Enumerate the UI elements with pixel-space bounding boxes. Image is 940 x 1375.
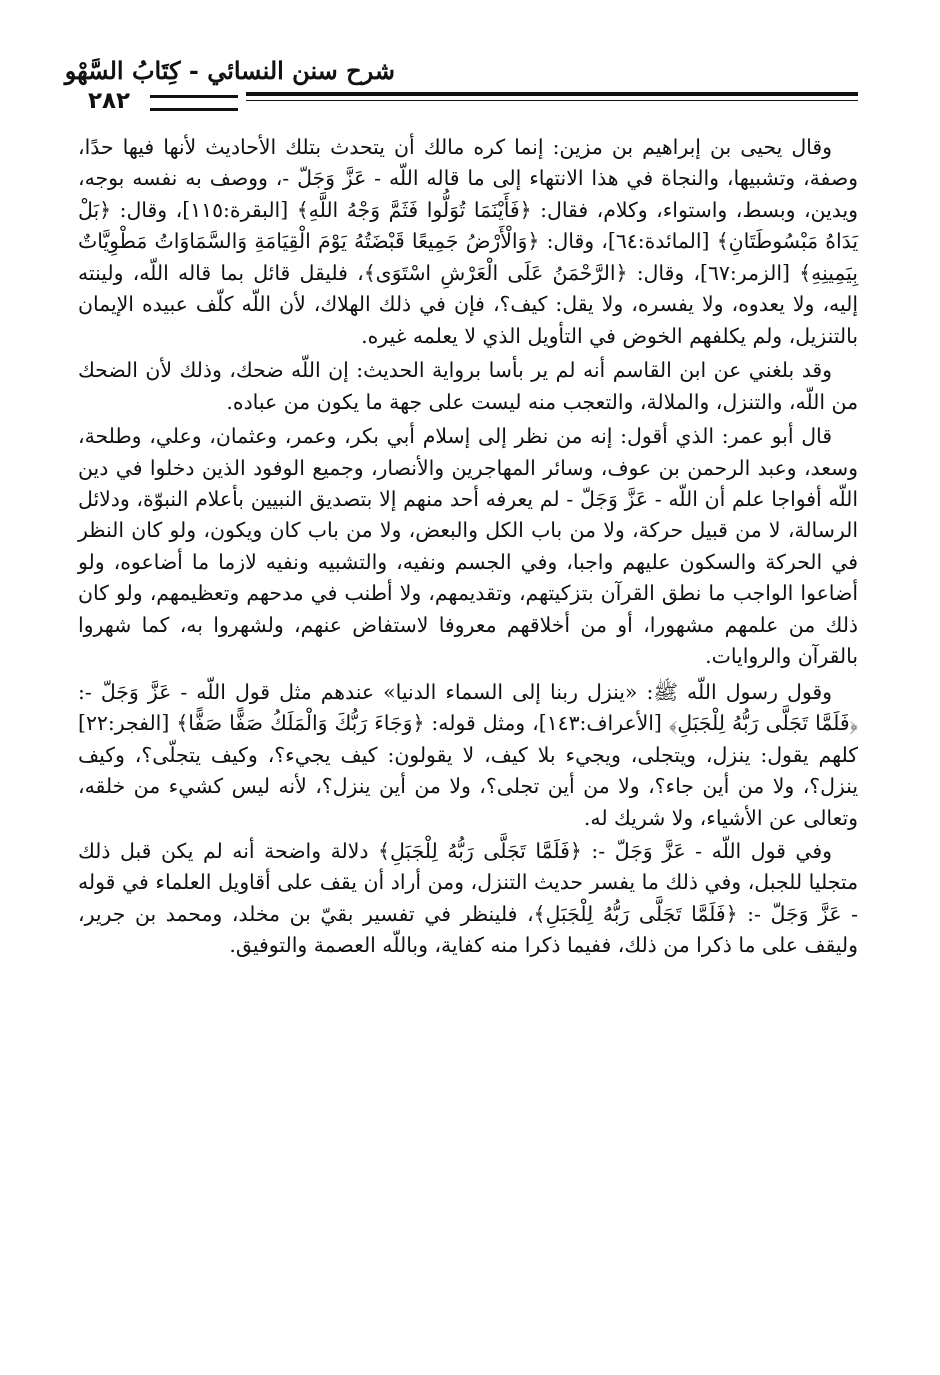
paragraph-yahya-statement: وقال يحيى بن إبراهيم بن مزين: إنما كره مالك أن يتحدث بتلك الأحاديث لأنها فيها حدًا، وصفة، وتشبيها، والنجاة في هذا الانتهاء إلى ما قاله اللّه - عَزَّ وَجَلّ -، ووصف به نفسه بوجه، ويدين، وبسط، واستواء، وكلام، فقال: ﴿فَأَيْنَمَا تُوَلُّوا فَثَمَّ وَجْهُ اللَّهِ﴾ [البقرة:١١٥]، وقال: ﴿بَلْ يَدَاهُ مَبْسُوطَتَانِ﴾ [المائدة:٦٤]، وقال: ﴿وَالْأَرْضُ جَمِيعًا قَبْضَتُهُ يَوْمَ الْقِيَامَةِ وَالسَّمَاوَاتُ مَطْوِيَّاتٌ بِيَمِينِهِ﴾ [الزمر:٦٧]، وقال: ﴿الرَّحْمَنُ عَلَى الْعَرْشِ اسْتَوَى﴾، فليقل قائل بما قاله اللّه، ولينته إليه، ولا يعدوه، ولا يفسره، ولا يقل: كيف؟، فإن في ذلك الهلاك، لأن اللّه كلّف عبيده الإيمان بالتنزيل، ولم يكلفهم الخوض في التأويل الذي لا يعلمه غيره. xyxy=(78,135,858,348)
main-text xyxy=(78,132,858,1329)
page-number: ٢٨٢ xyxy=(87,88,131,114)
paragraph-descent-hadith: وقول رسول اللّه ﷺ: «ينزل ربنا إلى السماء الدنيا» عندهم مثل قول اللّه - عَزَّ وَجَلّ -: ﴿فَلَمَّا تَجَلَّى رَبُّهُ لِلْجَبَلِ﴾ [الأعراف:١٤٣]، ومثل قوله: ﴿وَجَاءَ رَبُّكَ وَالْمَلَكُ صَفًّا صَفًّا﴾ [الفجر:٢٢] كلهم يقول: ينزل، ويتجلى، ويجيء بلا كيف، لا يقولون: كيف يجيء؟، وكيف يتجلّى؟، وكيف ينزل؟، ولا من أين جاء؟، ولا من أين تجلى؟، ولا من أين ينزل؟، لأنه ليس كشيء من خلقه، وتعالى عن الأشياء، ولا شريك له. xyxy=(78,679,859,830)
paragraph-tajalli-verse: وفي قول اللّه - عَزَّ وَجَلّ -: ﴿فَلَمَّا تَجَلَّى رَبُّهُ لِلْجَبَلِ﴾ دلالة واضحة أنه لم يكن قبل ذلك متجليا للجبل، وفي ذلك ما يفسر حديث التنزل، ومن أراد أن يقف على أقاويل العلماء في قوله - عَزَّ وَجَلّ -: ﴿فَلَمَّا تَجَلَّى رَبُّهُ لِلْجَبَلِ﴾، فلينظر في تفسير بقيّ بن مخلد، ومحمد بن جرير، وليقف على ما ذكرا من ذلك، ففيما ذكرا منه كفاية، وباللّه العصمة والتوفيق. xyxy=(78,838,858,958)
paragraph-abu-umar: قال أبو عمر: الذي أقول: إنه من نظر إلى إسلام أبي بكر، وعمر، وعثمان، وعلي، وطلحة، وسعد، وعبد الرحمن بن عوف، وسائر المهاجرين والأنصار، وجميع الوفود الذين دخلوا في دين اللّه أفواجا علم أن اللّه - عَزَّ وَجَلّ - لم يعرفه أحد منهم إلا بتصديق النبيين بأعلام النبوّة، ودلائل الرسالة، لا من قبيل حركة، ولا من باب الكل والبعض، ولا من باب كان ويكون، ولو كان النظر في الحركة والسكون عليهم واجبا، وفي الجسم ونفيه، والتشبيه ونفيه لازما ما أضاعوه، ولو أضاعوا الواجب ما نطق القرآن بتزكيتهم، وتقديمهم، ولا أطنب في مدحهم وتعظيمهم، ولو كان ذلك من علمهم مشهورا، أو من أخلاقهم معروفا لاستفاض عنهم، ولشهروا به، كما شهروا بالقرآن والروايات. xyxy=(78,424,858,669)
paragraph-ibn-al-qasim: وقد بلغني عن ابن القاسم أنه لم ير بأسا برواية الحديث: إن اللّه ضحك، وذلك لأن الضحك من اللّه، والتنزل، والملالة، والتعجب منه ليست على جهة ما يكون من عباده. xyxy=(78,358,858,414)
page-number-ornament xyxy=(150,95,238,111)
running-title: شرح سنن النسائي - كِتَابُ السَّهْو xyxy=(64,56,395,85)
